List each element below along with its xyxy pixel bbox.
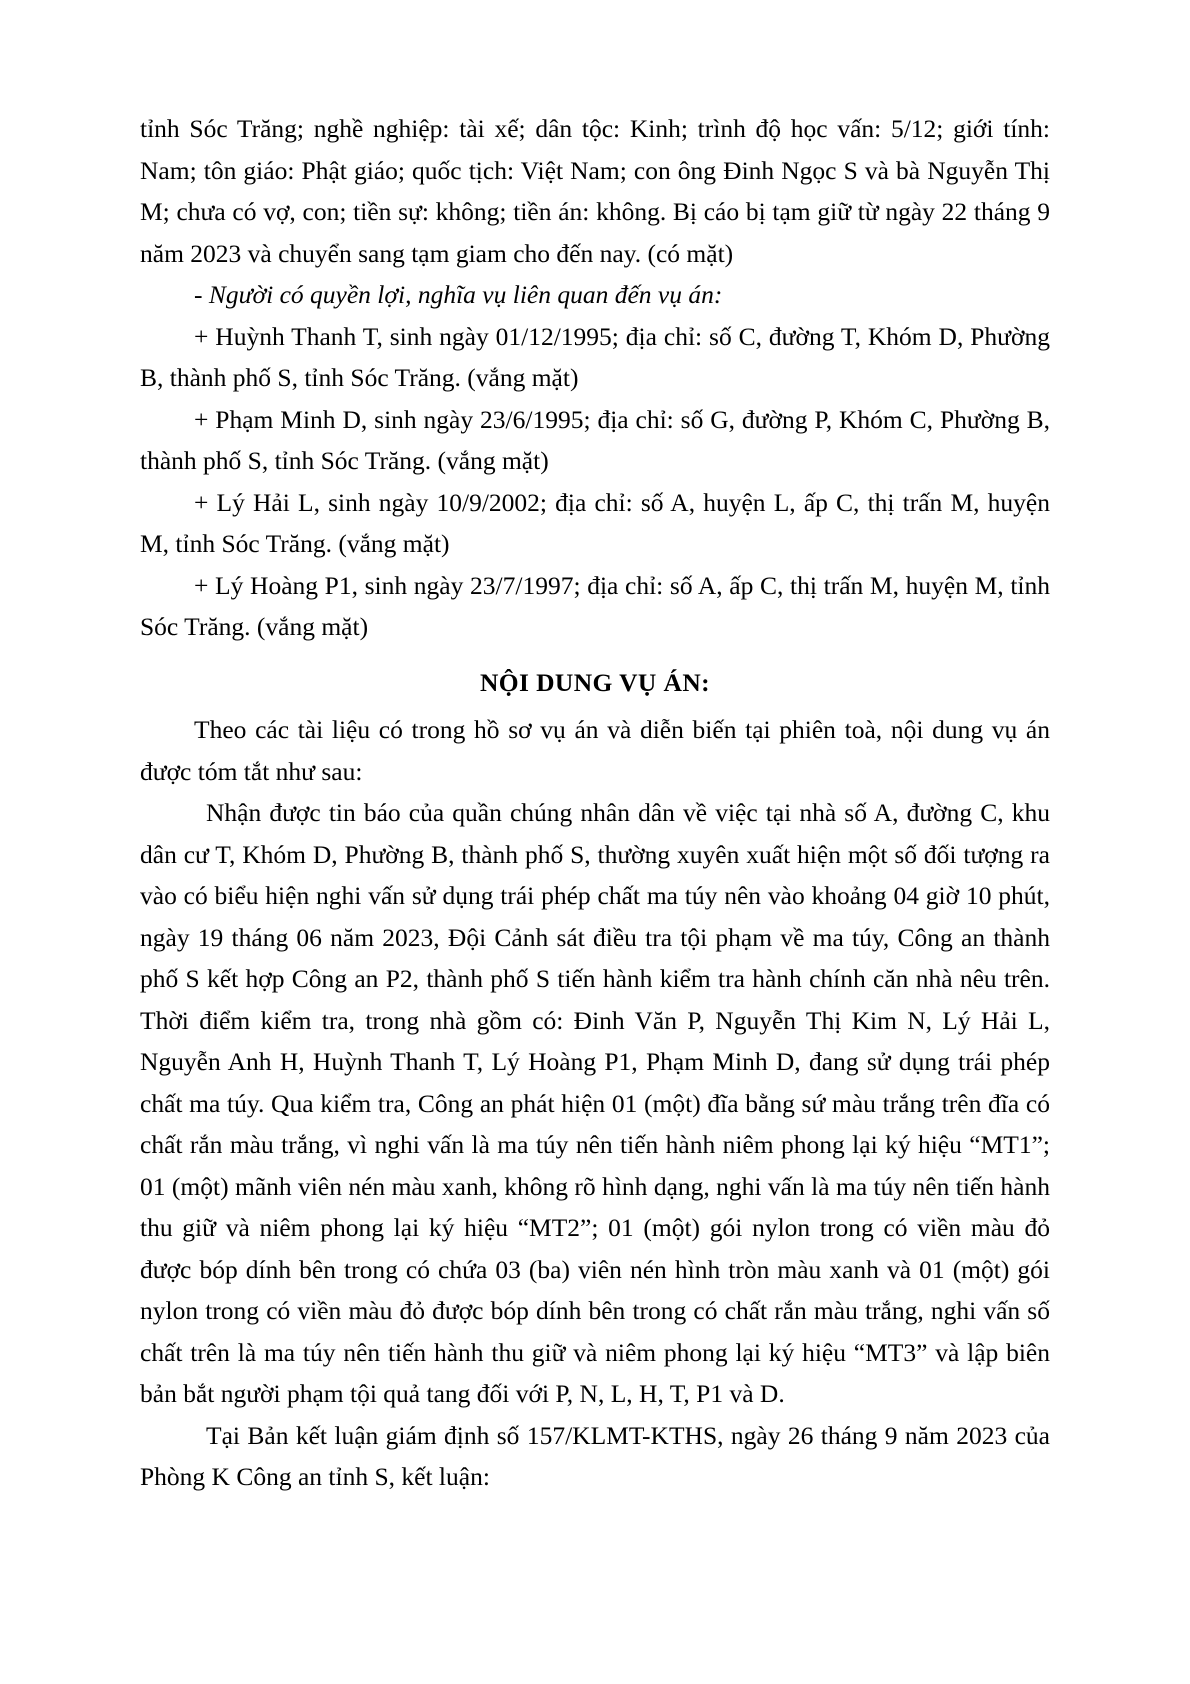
- paragraph-defendant-info: tỉnh Sóc Trăng; nghề nghiệp: tài xế; dân tộc: Kinh; trình độ học vấn: 5/12; giới tính: Nam; tôn giáo: Phật giáo; quốc tịch: Việt Nam; con ông Đinh Ngọc S và bà Nguyễn Thị M; chưa có vợ, con; tiền sự: không; tiền án: không. Bị cáo bị tạm giữ từ ngày 22 tháng 9 năm 2023 và chuyển sang tạm giam cho đến nay. (có mặt): [140, 114, 1050, 268]
- paragraph-case-summary-intro: Theo các tài liệu có trong hồ sơ vụ án và diễn biến tại phiên toà, nội dung vụ án được tóm tắt như sau:: [140, 715, 1050, 786]
- paragraph-related-persons-heading: - Người có quyền lợi, nghĩa vụ liên quan đến vụ án:: [194, 280, 723, 309]
- paragraph-related-person-3: + Lý Hải L, sinh ngày 10/9/2002; địa chỉ: số A, huyện L, ấp C, thị trấn M, huyện M, tỉnh Sóc Trăng. (vắng mặt): [140, 487, 1050, 558]
- document-body: [140, 108, 1050, 1498]
- paragraph-case-facts: Nhận được tin báo của quần chúng nhân dân về việc tại nhà số A, đường C, khu dân cư T, Khóm D, Phường B, thành phố S, thường xuyên xuất hiện một số đối tượng ra vào có biểu hiện nghi vấn sử dụng trái phép chất ma túy nên vào khoảng 04 giờ 10 phút, ngày 19 tháng 06 năm 2023, Đội Cảnh sát điều tra tội phạm về ma túy, Công an thành phố S kết hợp Công an P2, thành phố S tiến hành kiểm tra hành chính căn nhà nêu trên. Thời điểm kiểm tra, trong nhà gồm có: Đinh Văn P, Nguyễn Thị Kim N, Lý Hải L, Nguyễn Anh H, Huỳnh Thanh T, Lý Hoàng P1, Phạm Minh D, đang sử dụng trái phép chất ma túy. Qua kiểm tra, Công an phát hiện 01 (một) đĩa bằng sứ màu trắng trên đĩa có chất rắn màu trắng, vì nghi vấn là ma túy nên tiến hành niêm phong lại ký hiệu “MT1”; 01 (một) mãnh viên nén màu xanh, không rõ hình dạng, nghi vấn là ma túy nên tiến hành thu giữ và niêm phong lại ký hiệu “MT2”; 01 (một) gói nylon trong có viền màu đỏ được bóp dính bên trong có chứa 03 (ba) viên nén hình tròn màu xanh và 01 (một) gói nylon trong có viền màu đỏ được bóp dính bên trong có chất rắn màu trắng, nghi vấn số chất trên là ma túy nên tiến hành thu giữ và niêm phong lại ký hiệu “MT3” và lập biên bản bắt người phạm tội quả tang đối với P, N, L, H, T, P1 và D.: [140, 798, 1050, 1408]
- paragraph-related-person-4: + Lý Hoàng P1, sinh ngày 23/7/1997; địa chỉ: số A, ấp C, thị trấn M, huyện M, tỉnh Sóc Trăng. (vắng mặt): [140, 570, 1050, 641]
- paragraph-related-person-2: + Phạm Minh D, sinh ngày 23/6/1995; địa chỉ: số G, đường P, Khóm C, Phường B, thành phố S, tỉnh Sóc Trăng. (vắng mặt): [140, 404, 1050, 475]
- paragraph-related-person-1: + Huỳnh Thanh T, sinh ngày 01/12/1995; địa chỉ: số C, đường T, Khóm D, Phường B, thành phố S, tỉnh Sóc Trăng. (vắng mặt): [140, 321, 1050, 392]
- section-heading-noi-dung-vu-an: NỘI DUNG VỤ ÁN:: [479, 667, 711, 697]
- paragraph-expert-conclusion: Tại Bản kết luận giám định số 157/KLMT-KTHS, ngày 26 tháng 9 năm 2023 của Phòng K Công an tỉnh S, kết luận:: [140, 1420, 1050, 1491]
